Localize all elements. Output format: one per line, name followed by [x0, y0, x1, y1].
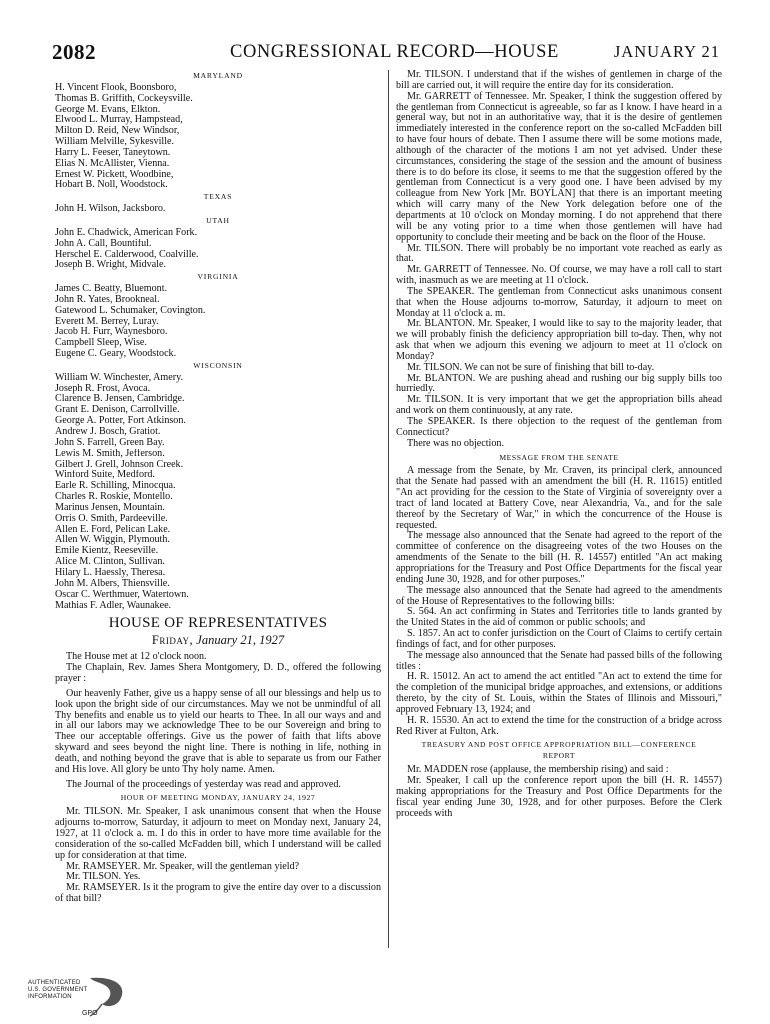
state-heading: VIRGINIA [197, 272, 239, 282]
paragraph: Mr. MADDEN rose (applause, the membership rising) and said : [407, 764, 669, 776]
member-entry: Ernest W. Pickett, Woodbine, [55, 169, 174, 180]
section-subheading: TREASURY AND POST OFFICE APPROPRIATION BILL—CONFERENCE [421, 740, 697, 750]
paragraph: Mr. TILSON. Mr. Speaker, I ask unanimous consent that when the House adjourns to-morrow, Saturday, it adjourn to meet on Monday next, January 24, 1927, at 11 o'clock a. m. I do this in order to have more time available for the consideration of the so-called McFadden bill, which I understand will be called up for consideration at that time. [55, 806, 381, 861]
member-entry: George A. Potter, Fort Atkinson. [55, 416, 186, 427]
paragraph: S. 564. An act confirming in States and Territories title to lands granted by the United States in the aid of common or public schools; and [396, 606, 722, 629]
session-date-heading [55, 632, 381, 649]
member-entry: Elwood L. Murray, Hampstead, [55, 115, 183, 126]
section-subheading: HOUR OF MEETING MONDAY, JANUARY 24, 1927 [120, 793, 316, 803]
page-header [52, 40, 720, 64]
member-entry: Oscar C. Werthmuer, Watertown. [55, 589, 189, 600]
member-entry: Clarence B. Jensen, Cambridge. [55, 394, 185, 405]
member-entry: John S. Farrell, Green Bay. [55, 437, 165, 448]
paragraph: The SPEAKER. Is there objection to the request of the gentleman from Connecticut? [396, 416, 722, 438]
member-entry: John A. Call, Bountiful. [55, 238, 152, 249]
member-entry: George M. Evans, Elkton. [55, 104, 161, 115]
paragraph: Mr. GARRETT of Tennessee. No. Of course, we may have a roll call to start with, inasmuch as we are meeting at 11 o'clock. [396, 264, 722, 287]
house-heading: HOUSE OF REPRESENTATIVES [108, 615, 328, 632]
paragraph: Mr. BLANTON. We are pushing ahead and rushing our big supply bills too hurriedly. [396, 372, 722, 395]
member-entry: Campbell Sleep, Wise. [55, 338, 147, 349]
paragraph: Mr. Speaker, I call up the conference report upon the bill (H. R. 14557) making appropriations for the Treasury and Post Office Departments for the fiscal year ending June 30, 1928, and for other purposes. Before the Clerk proceeds with [396, 775, 722, 819]
member-entry: Hilary L. Haessly, Theresa. [55, 567, 166, 578]
seal-line-2: U.S. GOVERNMENT [28, 987, 88, 993]
member-entry: H. Vincent Flook, Boonsboro, [55, 82, 177, 93]
paragraph: The message also announced that the Senate had agreed to the report of the committee of conference on the disagreeing votes of the two Houses on the amendments of the Senate to the bill (H. R. 14557) entitled "An act making appropriations for the Treasury and Post Office Departments for the fiscal year ending June 30, 1928, and for other purposes." [396, 530, 722, 585]
member-entry: Hobart B. Noll, Woodstock. [55, 180, 168, 191]
paragraph: The message also announced that the Senate had passed bills of the following titles : [396, 649, 722, 672]
paragraph: The message also announced that the Senate had agreed to the amendments of the House of Representatives to the following bills: [396, 584, 722, 607]
member-entry: Milton D. Reid, New Windsor, [55, 126, 180, 137]
member-entry: Alice M. Clinton, Sullivan. [55, 557, 165, 568]
member-entry: William W. Winchester, Amery. [55, 372, 184, 383]
member-entry: Herschel E. Calderwood, Coalville. [55, 249, 199, 260]
member-entry: Joseph R. Frost, Avoca. [55, 383, 151, 394]
paragraph: Mr. GARRETT of Tennessee. Mr. Speaker, I think the suggestion offered by the gentleman from Connecticut is agreeable, so far as I know. I have heard in a general way, but not in an authoritative way, that it is the desire of gentlemen immediately interested in the conference report on the so-called McFadden bill to have four hours of debate. Then I assume there will be some motions made, although of the character of the motions I am not yet advised. Under these circumstances, considering the stage of the session and the amount of business there is to do before its close, it seems to me that the suggestion offered by the gentleman from Connecticut is a very good one. I have been advised by my colleague from New York [Mr. BOYLAN] that there is an important meeting which will carry many of the New York delegation before one of the departments at 10 o'clock on Monday morning. I do not apprehend that there will be any voting prior to a time when those gentlemen will have had opportunity to conclude their meeting and be back on the floor of the House. [396, 90, 722, 243]
member-entry: Charles R. Roskie, Montello. [55, 492, 173, 503]
paragraph: Mr. RAMSEYER. Is it the program to give the entire day over to a discussion of that bill? [55, 882, 381, 905]
prayer-paragraph: Our heavenly Father, give us a happy sense of all our blessings and help us to look upon the bright side of our circumstances. May we not be unmindful of all Thy benefits and enable us to yield our hearts to Thee. In all our ways and and in all our labors may we acknowledge Thee to be our Sovereign and bring to Thee our acceptable offerings. Give us the power of faith that lifts above skyward and sees beyond the night line. There is nothing in life, nothing in death, and nothing beyond the grave that is able to separate us from our Father and His love. All glory be unto Thy holy name. Amen. [55, 687, 381, 775]
member-entry: Mathias F. Adler, Waunakee. [55, 600, 172, 611]
member-entry: Allen W. Wiggin, Plymouth. [55, 535, 170, 546]
member-entry: John R. Yates, Brookneal. [55, 294, 160, 305]
member-entry: Joseph B. Wright, Midvale. [55, 260, 166, 271]
session-day: Friday, [151, 633, 194, 648]
paragraph: A message from the Senate, by Mr. Craven, its principal clerk, announced that the Senate had passed with an amendment the bill (H. R. 11615) entitled "An act providing for the cession to the State of Virginia of sovereignty over a tract of land located at Battery Cove, near Alexandria, Va., and for the sale thereof by the Secretary of War," in which the concurrence of the House is requested. [396, 465, 722, 531]
member-entry: Gilbert J. Grell, Johnson Creek. [55, 459, 184, 470]
member-entry: Orris O. Smith, Pardeeville. [55, 513, 168, 524]
paragraph: Mr. TILSON. We can not be sure of finishing that bill to-day. [407, 361, 655, 373]
seal-line-3: INFORMATION [28, 994, 72, 1000]
member-entry: William Melville, Sykesville. [55, 137, 175, 148]
member-list [55, 204, 381, 215]
member-entry: Winford Suite, Medford. [55, 470, 155, 481]
column-divider [388, 70, 389, 948]
member-list [55, 284, 381, 360]
member-list [55, 83, 381, 191]
paragraph: Mr. TILSON. Yes. [66, 871, 141, 883]
state-heading: UTAH [206, 215, 230, 225]
header-date: JANUARY 21 [613, 42, 720, 61]
paragraph: H. R. 15012. An act to amend the act entitled "An act to extend the time for the completion of the municipal bridge approaches, and extensions, or additions thereto, by the city of St. Louis, within the States of Illinois and Missouri," approved February 13, 1924; and [396, 671, 722, 715]
session-date: January 21, 1927 [196, 633, 285, 648]
member-entry: Allen E. Ford, Pelican Lake. [55, 524, 171, 535]
paragraph: Mr. RAMSEYER. Mr. Speaker, will the gentleman yield? [66, 860, 300, 872]
member-entry: Andrew J. Bosch, Gratiot. [55, 427, 161, 437]
member-list [55, 228, 381, 271]
seal-gpo-label: GPO [82, 1010, 98, 1017]
member-entry: James C. Beatty, Bluemont. [55, 284, 168, 295]
member-entry: Marinus Jensen, Mountain. [55, 502, 165, 513]
state-member-lists [55, 71, 381, 611]
member-list [55, 373, 381, 612]
member-entry: Emile Kientz, Reeseville. [55, 546, 159, 557]
section-subheading-continued: REPORT [542, 751, 576, 761]
paragraph: S. 1857. An act to confer jurisdiction on the Court of Claims to certify certain findings of fact, and for other purposes. [396, 628, 722, 650]
member-entry: Thomas B. Griffith, Cockeysville. [55, 93, 193, 104]
page-number: 2082 [52, 40, 96, 64]
right-column [396, 70, 722, 819]
member-entry: Everett M. Berrey, Luray. [55, 316, 159, 327]
left-column [55, 70, 381, 905]
member-entry: John E. Chadwick, American Fork. [55, 227, 198, 238]
paragraph: The Journal of the proceedings of yesterday was read and approved. [66, 778, 341, 790]
seal-line-1: AUTHENTICATED [28, 980, 81, 986]
member-entry: Elias N. McAllister, Vienna. [55, 158, 170, 169]
member-entry: Eugene C. Geary, Woodstock. [55, 349, 177, 360]
state-heading: TEXAS [203, 192, 233, 202]
state-heading: MARYLAND [193, 71, 243, 80]
paragraph: The House met at 12 o'clock noon. [66, 651, 207, 663]
paragraph: H. R. 15530. An act to extend the time for the construction of a bridge across Red River at Fulton, Ark. [396, 714, 722, 737]
member-entry: John M. Albers, Thiensville. [55, 578, 170, 589]
gpo-authentication-seal [20, 974, 140, 1017]
paragraph: The SPEAKER. The gentleman from Connecticut asks unanimous consent that when the House adjourns to-morrow, Saturday, it adjourn to meet on Monday at 11 o'clock a. m. [396, 285, 722, 319]
member-entry: John H. Wilson, Jacksboro. [55, 204, 166, 215]
paragraph: Mr. TILSON. It is very important that we get the appropriation bills ahead and work on them continuously, at any rate. [396, 394, 722, 417]
member-entry: Harry L. Feeser, Taneytown. [55, 147, 171, 158]
member-entry: Gatewood L. Schumaker, Covington. [55, 305, 206, 316]
paragraph: There was no objection. [407, 437, 504, 449]
section-subheading: MESSAGE FROM THE SENATE [499, 452, 619, 462]
member-entry: Jacob H. Furr, Waynesboro. [55, 327, 168, 338]
member-entry: Lewis M. Smith, Jefferson. [55, 448, 165, 459]
paragraph: The Chaplain, Rev. James Shera Montgomery, D. D., offered the following prayer : [55, 662, 381, 685]
paragraph: Mr. TILSON. I understand that if the wishes of gentlemen in charge of the bill are carried out, it will require the entire day for its consideration. [396, 69, 722, 91]
paragraph: Mr. BLANTON. Mr. Speaker, I would like to say to the majority leader, that we will probably finish the deficiency appropriation bill to-day. Then, why not ask that when we adjourn this evening we adjourn to meet at 11 o'clock on Monday? [396, 318, 722, 362]
publication-title: CONGRESSIONAL RECORD—HOUSE [230, 42, 559, 62]
member-entry: Grant E. Denison, Carrollville. [55, 405, 180, 416]
paragraph: Mr. TILSON. There will probably be no important vote reached as early as that. [396, 242, 722, 265]
state-heading: WISCONSIN [193, 360, 243, 370]
member-entry: Earle R. Schilling, Minocqua. [55, 481, 176, 492]
